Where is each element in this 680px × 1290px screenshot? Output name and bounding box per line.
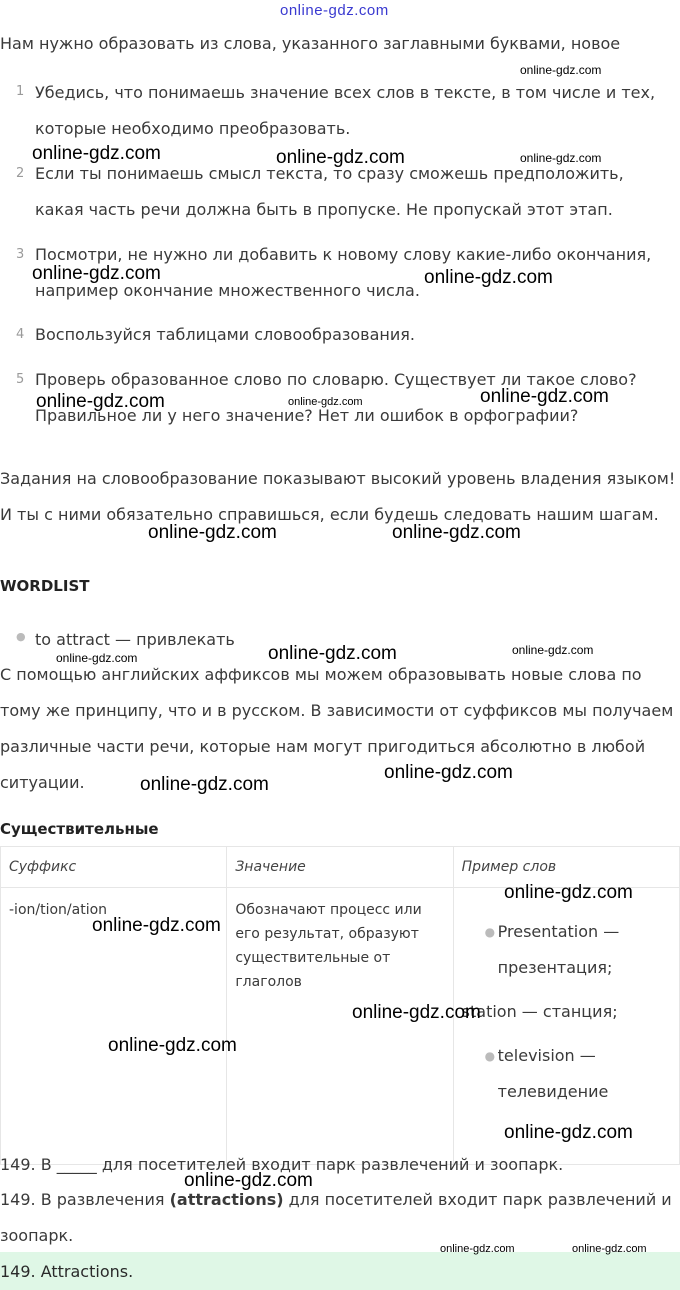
- watermark: online-gdz.com: [32, 263, 161, 284]
- step-text: Проверь образованное слово по словарю. Существует ли такое слово? Правильное ли у него значение? Нет ли ошибок в орфографии?: [35, 370, 637, 425]
- watermark: online-gdz.com: [148, 522, 277, 543]
- step-number: 5: [16, 372, 25, 387]
- wordlist-item: to attract — привлекать: [35, 630, 235, 649]
- answer-word: (attractions): [169, 1190, 284, 1209]
- nouns-heading: Существительные: [0, 820, 159, 838]
- example-item: station — станция;: [461, 1002, 618, 1021]
- step-number: 1: [16, 84, 25, 99]
- watermark: online-gdz.com: [92, 915, 221, 936]
- watermark: online-gdz.com: [108, 1035, 237, 1056]
- conclusion-text: Задания на словообразование показывают высокий уровень владения языком! И ты с ними обязательно справишься, если будешь следовать нашим шагам.: [0, 469, 676, 524]
- bullet-icon: ●: [484, 925, 496, 939]
- affixes-paragraph: С помощью английских аффиксов мы можем образовывать новые слова по тому же принципу, что и в русском. В зависимости от суффиксов мы получаем различные части речи, которые нам могут пригодиться абсолютно в любой ситуации.: [0, 665, 674, 792]
- step-text: Посмотри, не нужно ли добавить к новому слову какие-либо окончания, например окончание множественного числа.: [35, 245, 652, 300]
- watermark-top: online-gdz.com: [280, 2, 389, 19]
- column-header-meaning: Значение: [227, 847, 453, 888]
- answer-bar: [0, 1252, 680, 1290]
- column-header-examples: Пример слов: [453, 847, 679, 888]
- watermark: online-gdz.com: [352, 1002, 481, 1023]
- exercise-task: 149. В _____ для посетителей входит парк развлечений и зоопарк.: [0, 1155, 564, 1174]
- watermark: online-gdz.com: [520, 63, 602, 77]
- example-item: ● Presentation — презентация;: [498, 914, 671, 986]
- watermark: online-gdz.com: [184, 1170, 313, 1191]
- watermark: online-gdz.com: [392, 522, 521, 543]
- watermark: online-gdz.com: [384, 762, 513, 783]
- answer-text: 149. Attractions.: [0, 1262, 134, 1281]
- meaning-cell: [227, 888, 453, 1165]
- bullet-icon: ●: [16, 630, 26, 643]
- watermark: online-gdz.com: [520, 151, 602, 165]
- step-number: 2: [16, 166, 25, 181]
- step-number: 3: [16, 247, 25, 262]
- watermark: online-gdz.com: [36, 391, 165, 412]
- suffix-value: -ion/tion/ation: [9, 902, 108, 918]
- watermark: online-gdz.com: [480, 386, 609, 407]
- step-number: 4: [16, 327, 25, 342]
- step-text: Убедись, что понимаешь значение всех слов в тексте, в том числе и тех, которые необходимо преобразовать.: [35, 83, 656, 138]
- bullet-icon: ●: [484, 1049, 496, 1063]
- watermark: online-gdz.com: [56, 651, 138, 665]
- watermark: online-gdz.com: [512, 643, 594, 657]
- example-item: ● television — телевидение: [498, 1038, 671, 1110]
- watermark: online-gdz.com: [140, 774, 269, 795]
- wordlist-heading: WORDLIST: [0, 577, 90, 595]
- watermark: online-gdz.com: [572, 1243, 647, 1255]
- watermark: online-gdz.com: [288, 396, 363, 408]
- watermark: online-gdz.com: [504, 882, 633, 903]
- exercise-filled: 149. В развлечения (attractions) для посетителей входит парк развлечений и зоопарк.: [0, 1190, 672, 1245]
- watermark: online-gdz.com: [268, 643, 397, 664]
- intro-text: Нам нужно образовать из слова, указанного заглавными буквами, новое: [0, 34, 621, 53]
- watermark: online-gdz.com: [440, 1243, 515, 1255]
- watermark: online-gdz.com: [276, 147, 405, 168]
- watermark: online-gdz.com: [32, 143, 161, 164]
- watermark: online-gdz.com: [424, 267, 553, 288]
- step-text: Воспользуйся таблицами словообразования.: [35, 325, 415, 344]
- examples-list: [462, 914, 671, 1110]
- watermark: online-gdz.com: [504, 1122, 633, 1143]
- meaning-value: Обозначают процесс или его результат, образуют существительные от глаголов: [235, 902, 422, 990]
- column-header-suffix: Суффикс: [1, 847, 227, 888]
- step-text: Если ты понимаешь смысл текста, то сразу сможешь предположить, какая часть речи должна быть в пропуске. Не пропускай этот этап.: [35, 164, 624, 219]
